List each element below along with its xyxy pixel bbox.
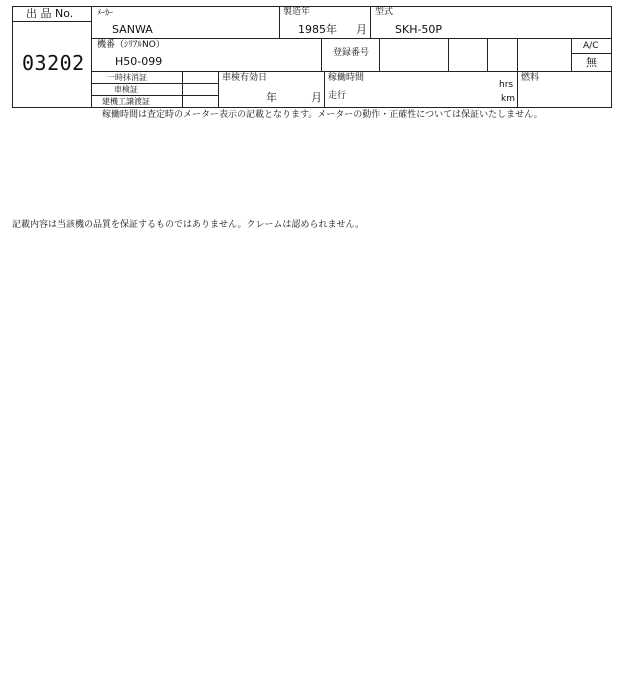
inspection-year-unit: 年 [266,91,277,104]
year-right-border [370,6,371,39]
cert-row-divider [92,83,218,84]
model-value: SKH-50P [395,23,443,36]
registration-cell-divider [487,38,488,72]
year-value: 1985 [298,23,326,36]
row2-divider [92,71,612,72]
disclaimer: 記載内容は当該機の品質を保証するものではありません。クレームは認められません。 [12,220,365,230]
operating-right-border [517,71,518,108]
year-label: 製造年 [283,7,311,17]
lot-label: 出 品 No. [26,7,74,20]
maker-value: SANWA [112,23,153,36]
maker-right-border [279,6,280,39]
registration-cell-divider [571,38,572,72]
ac-label: A/C [583,41,599,51]
year-unit: 年 [326,23,337,36]
inspection-month-unit: 月 [311,91,322,104]
meter-note: 稼働時間は査定時のメーター表示の記載となります。メーターの動作・正確性については保証いたしません。 [102,110,543,120]
cert-row-divider [92,95,218,96]
inspection-label: 車検有効日 [222,73,268,83]
lot-number: 03202 [22,51,85,75]
maker-label: ﾒｰｶｰ [97,8,113,17]
serial-label: 機番（ｼﾘｱﾙNO） [97,40,165,50]
cert-right-border [218,71,219,108]
registration-label: 登録番号 [333,48,370,58]
registration-cell-divider [379,38,380,72]
cert-vehicle: 車検証 [114,85,138,94]
inspection-right-border [324,71,325,108]
model-label: 型式 [375,7,394,17]
lot-header-divider [12,21,92,22]
operating-km-unit: km [501,94,515,104]
operating-label: 稼働時間 [328,73,365,83]
year-month-unit: 月 [356,23,367,36]
fuel-label: 燃料 [521,73,540,83]
serial-value: H50-099 [115,55,163,68]
travel-label: 走行 [328,91,347,101]
operating-hours-unit: hrs [499,80,514,90]
serial-right-border [321,38,322,72]
ac-value: 無 [586,56,597,69]
registration-cell-divider [517,38,518,72]
lot-right-border [91,6,92,108]
cert-checkbox-border [182,71,183,108]
cert-one-time: 一時抹消証 [107,73,147,82]
cert-work-completion: 建機工譲渡証 [102,97,150,106]
row1-divider [92,38,612,39]
ac-divider [571,53,612,54]
registration-cell-divider [448,38,449,72]
